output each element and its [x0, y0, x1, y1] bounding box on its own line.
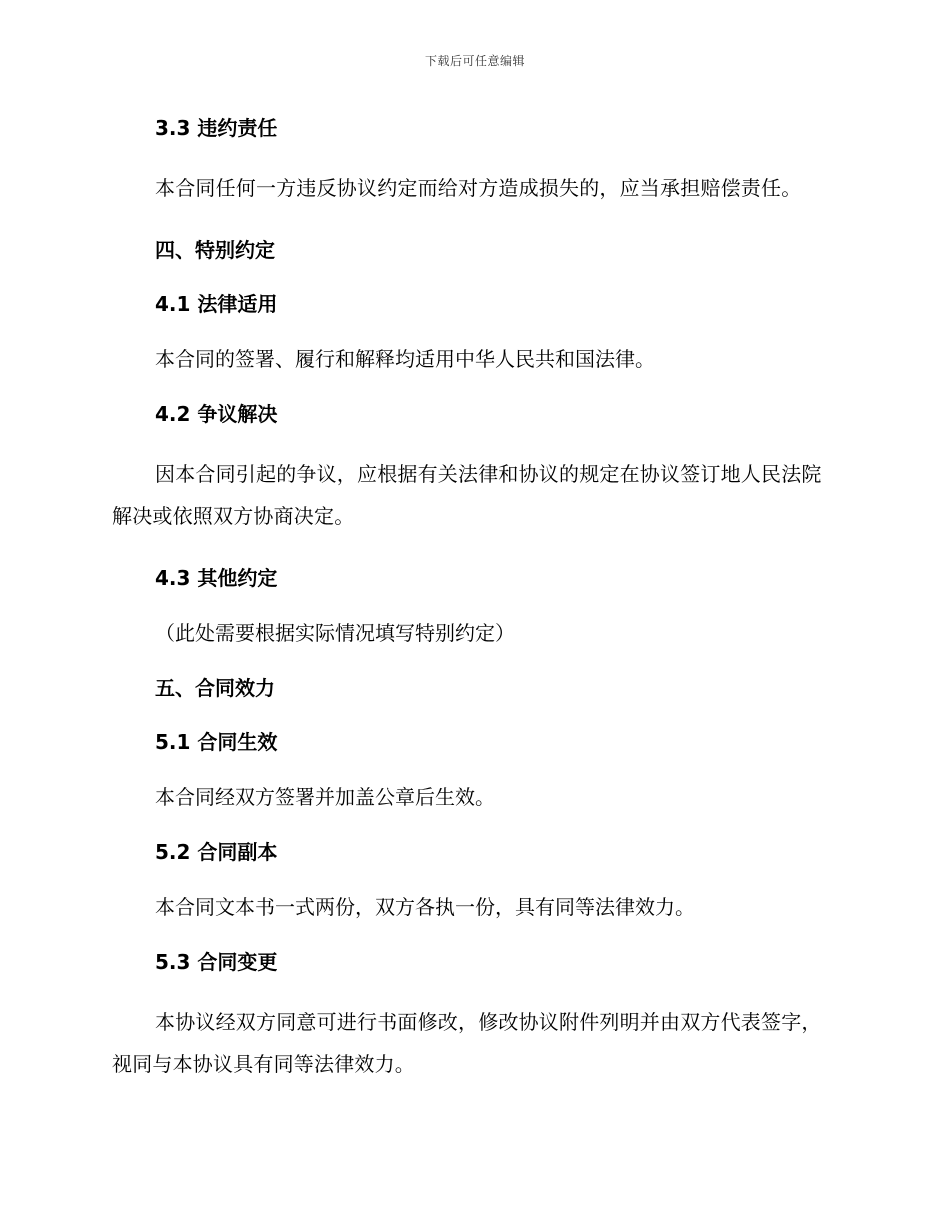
section-5-2-text: 本合同文本书一式两份，双方各执一份，具有同等法律效力。	[155, 895, 695, 919]
section-4-1-title: 4.1 法律适用	[155, 292, 278, 316]
section-5-3-text: 本协议经双方同意可进行书面修改，修改协议附件列明并由双方代表签字，视同与本协议具有同等法律效力。	[112, 1010, 822, 1076]
section-4-3-title: 4.3 其他约定	[155, 566, 278, 590]
section-5-2-title: 5.2 合同副本	[155, 840, 278, 864]
section-5-3-title: 5.3 合同变更	[155, 950, 278, 974]
document-body	[112, 113, 830, 1085]
section-4-title: 四、特别约定	[155, 238, 275, 262]
section-5-1-text: 本合同经双方签署并加盖公章后生效。	[155, 785, 495, 809]
section-5-1-title: 5.1 合同生效	[155, 730, 278, 754]
section-4-3-text: （此处需要根据实际情况填写特别约定）	[155, 621, 515, 645]
section-4-2-text: 因本合同引起的争议，应根据有关法律和协议的规定在协议签订地人民法院解决或依照双方协商决定。	[112, 462, 822, 528]
section-5-title: 五、合同效力	[155, 676, 275, 700]
section-3-3-title: 3.3 违约责任	[155, 116, 278, 140]
section-4-1-text: 本合同的签署、履行和解释均适用中华人民共和国法律。	[155, 347, 655, 371]
page-header-note: 下载后可任意编辑	[424, 54, 525, 68]
section-4-2-title: 4.2 争议解决	[155, 402, 278, 426]
section-3-3-text: 本合同任何一方违反协议约定而给对方造成损失的，应当承担赔偿责任。	[155, 176, 802, 200]
